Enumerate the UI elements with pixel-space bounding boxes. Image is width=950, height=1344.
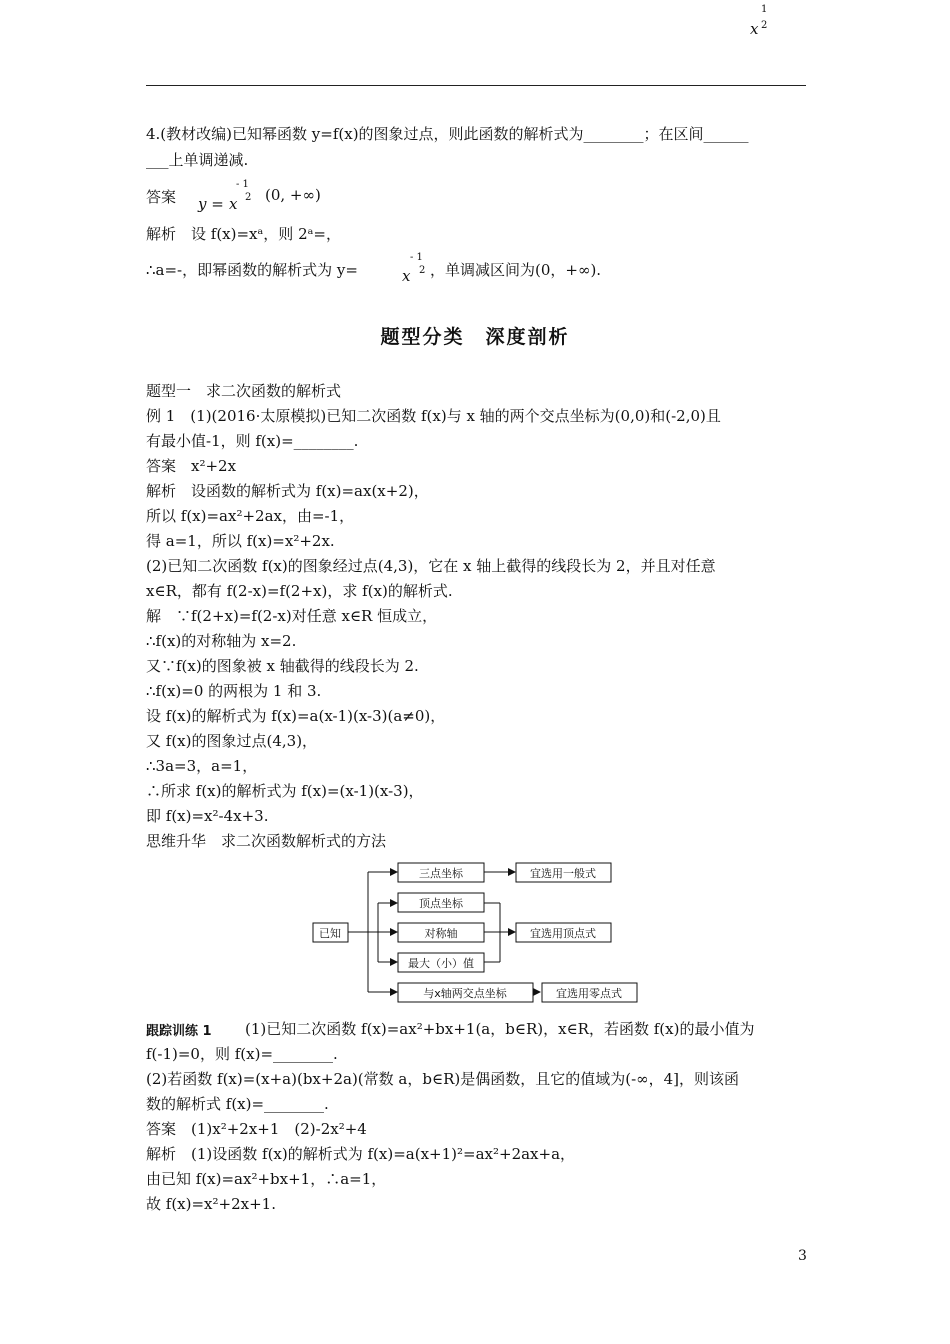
q4-answer-exp-den: 2 (245, 192, 252, 203)
body-line: 有最小值-1，则 f(x)=________. (146, 432, 359, 450)
body-line: 所以 f(x)=ax²+2ax，由=-1， (146, 507, 355, 525)
label-vertex-form: 宜选用顶点式 (530, 927, 596, 940)
section-title: 题型分类 深度剖析 (380, 326, 570, 348)
practice-line: f(-1)=0，则 f(x)=________. (146, 1045, 338, 1063)
label-vertex: 顶点坐标 (419, 897, 463, 910)
practice-line: (2)若函数 f(x)=(x+a)(bx+2a)(常数 a，b∈R)是偶函数，且它的值域为(-∞，4]，则该函 (146, 1070, 740, 1088)
body-line: 题型一 求二次函数的解析式 (146, 382, 342, 400)
body-line: 得 a=1，所以 f(x)=x²+2x. (146, 532, 335, 550)
label-general: 宜选用一般式 (530, 867, 596, 880)
label-intercepts: 与x轴两交点坐标 (423, 987, 507, 1000)
practice-line: 故 f(x)=x²+2x+1. (146, 1195, 276, 1213)
header-exp-den: 2 (761, 20, 768, 31)
q4-conclusion-exp-den: 2 (419, 265, 426, 276)
body-line: ∴所求 f(x)的解析式为 f(x)=(x-1)(x-3)， (146, 782, 424, 800)
body-line: x∈R，都有 f(2-x)=f(2+x)，求 f(x)的解析式. (146, 582, 453, 600)
page-number: 3 (798, 1248, 807, 1264)
q4-answer-base: x (229, 195, 238, 213)
body-line: 解 ∵f(2+x)=f(2-x)对任意 x∈R 恒成立， (146, 607, 438, 625)
header-base: x (750, 20, 759, 38)
practice-line: 解析 (1)设函数 f(x)的解析式为 f(x)=a(x+1)²=ax²+2ax+a， (146, 1145, 576, 1163)
practice-line: 数的解析式 f(x)=________. (146, 1095, 329, 1113)
practice-line: 答案 (1)x²+2x+1 (2)-2x²+4 (146, 1120, 367, 1138)
q4-answer-y: y = (198, 195, 224, 213)
q4-answer-exp: - 1 (236, 179, 249, 190)
q4-line2: ___上单调递减. (146, 151, 249, 169)
label-known: 已知 (319, 927, 341, 940)
label-axis: 对称轴 (424, 927, 458, 940)
body-line: 即 f(x)=x²-4x+3. (146, 807, 269, 825)
practice-line: 由已知 f(x)=ax²+bx+1，∴a=1， (146, 1170, 387, 1188)
q4-conclusion-exp: - 1 (410, 252, 423, 263)
body-line: 例 1 (1)(2016·太原模拟)已知二次函数 f(x)与 x 轴的两个交点坐标为(0,0)和(-2,0)且 (146, 407, 721, 425)
body-line: ∴f(x)的对称轴为 x=2. (146, 632, 297, 650)
label-three-points: 三点坐标 (419, 867, 463, 880)
body-line: 又∵f(x)的图象被 x 轴截得的线段长为 2. (146, 657, 419, 675)
body-line: ∴3a=3，a=1， (146, 757, 258, 775)
q4-line1: 4.(教材改编)已知幂函数 y=f(x)的图象过点，则此函数的解析式为________；在区间______ (146, 125, 749, 143)
practice-label: 跟踪训练 1 (146, 1024, 212, 1039)
body-line: 又 f(x)的图象过点(4,3)， (146, 732, 318, 750)
q4-jiexi: 解析 设 f(x)=xᵃ，则 2ᵃ=， (146, 225, 341, 243)
body-line: 思维升华 求二次函数解析式的方法 (146, 832, 387, 850)
label-extreme: 最大（小）值 (408, 957, 474, 970)
body-line: ∴f(x)=0 的两根为 1 和 3. (146, 682, 322, 700)
q4-conclusion-a: ∴a=-，即幂函数的解析式为 y= (146, 261, 358, 279)
q4-conclusion-b: ，单调减区间为(0，+∞). (430, 261, 602, 279)
header-exp-num: 1 (761, 4, 768, 15)
method-diagram (300, 855, 660, 1010)
body-line: 设 f(x)的解析式为 f(x)=a(x-1)(x-3)(a≠0)， (146, 707, 446, 725)
q4-answer-interval: (0, +∞) (265, 186, 321, 204)
q4-answer-label: 答案 (146, 188, 177, 206)
body-line: 答案 x²+2x (146, 457, 237, 475)
q4-conclusion-base: x (402, 267, 411, 285)
header-rule (146, 85, 806, 86)
practice-line1: (1)已知二次函数 f(x)=ax²+bx+1(a，b∈R)，x∈R，若函数 f(x)的最小值为 (230, 1020, 755, 1038)
body-line: (2)已知二次函数 f(x)的图象经过点(4,3)，它在 x 轴上截得的线段长为 2，并且对任意 (146, 557, 716, 575)
body-line: 解析 设函数的解析式为 f(x)=ax(x+2)， (146, 482, 429, 500)
label-zero-form: 宜选用零点式 (556, 987, 622, 1000)
